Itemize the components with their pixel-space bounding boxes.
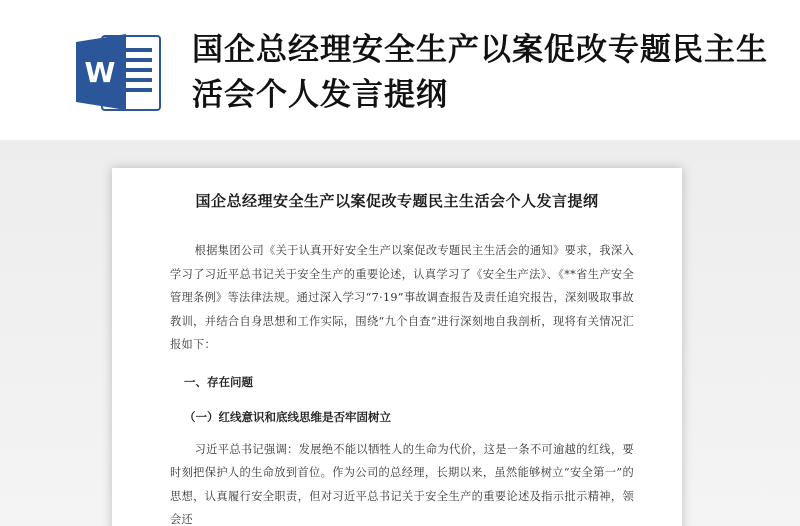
document-page: [112, 168, 682, 526]
section-heading: 一、存在问题: [184, 374, 253, 389]
intro-paragraph: 根据集团公司《关于认真开好安全生产以案促改专题民主生活会的通知》要求，我深入学习了习近平总书记关于安全生产的重要论述，认真学习了《安全生产法》、《**省生产安全管理条例》等法律法规。通过深入学习“7·19”事故调查报告及责任追究报告，深刻吸取事故教训，并结合自身思想和工作实际，围绕“九个自查”进行深刻地自我剖析，现将有关情况汇报如下：: [170, 244, 634, 351]
body-paragraph: 习近平总书记强调：发展绝不能以牺牲人的生命为代价，这是一条不可逾越的红线，要时刻把保护人的生命放到首位。作为公司的总经理，长期以来，虽然能够树立“安全第一”的思想，认真履行安全职责，但对习近平总书记关于安全生产的重要论述及指示批示精神，领会还: [170, 442, 634, 526]
document-title: 国企总经理安全生产以案促改专题民主生活会个人发言提纲: [195, 192, 599, 210]
subsection-heading: （一）红线意识和底线思维是否牢固树立: [184, 409, 391, 424]
page-title: 国企总经理安全生产以案促改专题民主生活会个人发言提纲: [192, 32, 768, 113]
header: [0, 0, 800, 140]
svg-text:W: W: [84, 56, 116, 89]
word-document-icon: [72, 30, 168, 114]
